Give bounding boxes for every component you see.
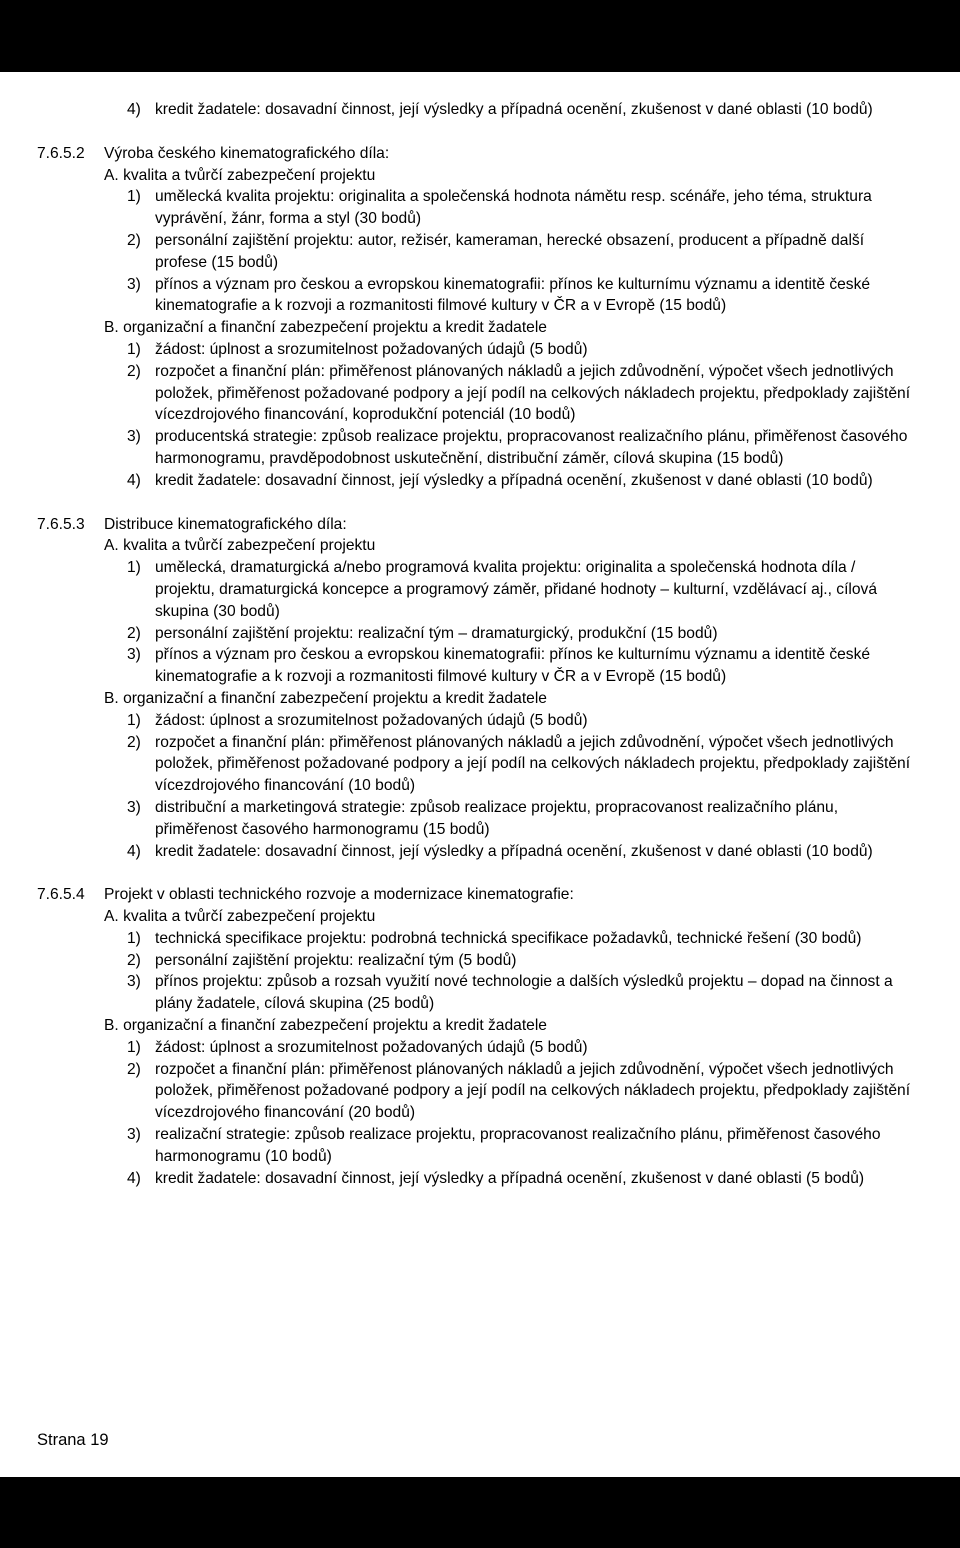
item-number: 4) [127,101,141,118]
item-text: umělecká kvalita projektu: originalita a společenská hodnota námětu resp. scénáře, jeho téma, struktura vyprávění, žánr, forma a styl (30 bodů) [155,188,872,228]
item-text: technická specifikace projektu: podrobná technická specifikace požadavků, technické řešení (30 bodů) [155,929,862,947]
item-number: 2) [127,733,141,751]
item-number: 2) [127,951,141,969]
criteria-group-label: A. kvalita a tvůrčí zabezpečení projektu [104,537,376,555]
item-text: kredit žadatele: dosavadní činnost, její výsledky a případná ocenění, zkušenost v dané oblasti (5 bodů) [155,1169,865,1187]
item-text: žádost: úplnost a srozumitelnost požadovaných údajů (5 bodů) [155,711,588,729]
item-text: přínos projektu: způsob a rozsah využití nové technologie a dalších výsledků projektu – dopad na činnost a plány žadatele, cílová skupina (25 bodů) [155,973,893,1013]
item-number: 1) [127,559,141,577]
item-text: distribuční a marketingová strategie: způsob realizace projektu, propracovanost realizačního plánu, přiměřenost časového harmonogramu (15 bodů) [155,798,839,838]
list-item [0,841,960,863]
list-item [0,928,960,950]
item-number: 3) [127,1126,141,1144]
item-number: 4) [127,471,141,489]
item-number: 1) [127,1038,141,1056]
section-number: 7.6.5.4 [37,886,85,904]
item-number: 2) [127,624,141,642]
bottom-black-bar [0,1477,960,1548]
list-item [0,361,960,426]
section-number: 7.6.5.2 [37,144,85,162]
list-item [0,644,960,688]
item-number: 1) [127,188,141,206]
item-number: 1) [127,929,141,947]
page-number: Strana 19 [37,1431,109,1449]
criteria-group-label: B. organizační a finanční zabezpečení projektu a kredit žadatele [104,689,547,707]
item-text: personální zajištění projektu: realizační tým (5 bodů) [155,951,517,969]
top-black-bar [0,0,960,72]
list-item [0,339,960,361]
item-number: 2) [127,362,141,380]
item-text: žádost: úplnost a srozumitelnost požadovaných údajů (5 bodů) [155,1038,588,1056]
item-number: 3) [127,428,141,446]
document-body [0,99,960,1189]
criteria-group-label: A. kvalita a tvůrčí zabezpečení projektu [104,166,376,184]
list-item [0,470,960,492]
item-text: žádost: úplnost a srozumitelnost požadovaných údajů (5 bodů) [155,340,588,358]
list-item [0,230,960,274]
intro-list-item [0,99,960,121]
list-item [0,732,960,797]
section-number: 7.6.5.3 [37,515,85,533]
item-text: personální zajištění projektu: autor, režisér, kameraman, herecké obsazení, producent a případně další profese (15 bodů) [155,231,865,271]
item-number: 4) [127,1169,141,1187]
item-text: rozpočet a finanční plán: přiměřenost plánovaných nákladů a jejich zdůvodnění, výpočet všech jednotlivých položek, přiměřenost požadované podpory a její podíl na celkových nákladech projektu, předpoklady zajištění vícezdrojového financování (20 bodů) [155,1060,911,1122]
list-item [0,1124,960,1168]
section-title: Projekt v oblasti technického rozvoje a modernizace kinematografie: [104,886,574,904]
item-text: kredit žadatele: dosavadní činnost, její výsledky a případná ocenění, zkušenost v dané oblasti (10 bodů) [155,842,873,860]
item-text: personální zajištění projektu: realizační tým – dramaturgický, produkční (15 bodů) [155,624,718,642]
list-item [0,1037,960,1059]
item-number: 2) [127,231,141,249]
item-number: 4) [127,842,141,860]
criteria-group-label: B. organizační a finanční zabezpečení projektu a kredit žadatele [104,1017,547,1035]
item-text: rozpočet a finanční plán: přiměřenost plánovaných nákladů a jejich zdůvodnění, výpočet všech jednotlivých položek, přiměřenost požadované podpory a její podíl na celkových nákladech projektu, předpoklady zajištění vícezdrojového financování, koprodukční potenciál (10 bodů) [155,362,911,424]
list-item [0,274,960,318]
section-heading [0,514,960,536]
list-item [0,950,960,972]
section-heading [0,884,960,906]
list-item [0,426,960,470]
criteria-group-label: B. organizační a finanční zabezpečení projektu a kredit žadatele [104,319,547,337]
item-number: 3) [127,973,141,991]
list-item [0,623,960,645]
list-item [0,1168,960,1190]
item-number: 2) [127,1060,141,1078]
item-text: rozpočet a finanční plán: přiměřenost plánovaných nákladů a jejich zdůvodnění, výpočet všech jednotlivých položek, přiměřenost požadované podpory a její podíl na celkových nákladech projektu, předpoklady zajištění vícezdrojového financování (10 bodů) [155,733,911,795]
item-number: 3) [127,275,141,293]
list-item [0,186,960,230]
list-item [0,971,960,1015]
list-item [0,710,960,732]
item-number: 1) [127,711,141,729]
list-item [0,557,960,622]
section-title: Výroba českého kinematografického díla: [104,144,390,162]
section-title: Distribuce kinematografického díla: [104,515,347,533]
sections-container [0,143,960,1190]
item-number: 1) [127,340,141,358]
item-number: 3) [127,646,141,664]
item-text: kredit žadatele: dosavadní činnost, její výsledky a případná ocenění, zkušenost v dané oblasti (10 bodů) [155,471,873,489]
item-text: umělecká, dramaturgická a/nebo programová kvalita projektu: originalita a společenská hodnota díla / projektu, dramaturgická koncepce a programový záměr, přidané hodnoty – kulturní, vzdělávací aj., cílová skupina (30 bodů) [155,559,878,620]
section-heading [0,143,960,165]
list-item [0,797,960,841]
item-text: přínos a význam pro českou a evropskou kinematografii: přínos ke kulturnímu významu a identitě české kinematografie a k rozvoji a rozmanitosti filmové kultury v ČR a v Evropě (15 bodů) [155,275,871,315]
item-text: producentská strategie: způsob realizace projektu, propracovanost realizačního plánu, přiměřenost časového harmonogramu, pravděpodobnost uskutečnění, distribuční záměr, cílová skupina (15 bodů) [155,428,908,467]
criteria-group-label: A. kvalita a tvůrčí zabezpečení projektu [104,908,376,926]
item-text: realizační strategie: způsob realizace projektu, propracovanost realizačního plánu, přiměřenost časového harmonogramu (10 bodů) [155,1126,881,1165]
item-text: kredit žadatele: dosavadní činnost, její výsledky a případná ocenění, zkušenost v dané oblasti (10 bodů) [155,101,873,118]
item-number: 3) [127,798,141,816]
item-text: přínos a význam pro českou a evropskou kinematografii: přínos ke kulturnímu významu a identitě české kinematografie a k rozvoji a rozmanitosti filmové kultury v ČR a v Evropě (15 bodů) [155,646,871,686]
list-item [0,1059,960,1124]
